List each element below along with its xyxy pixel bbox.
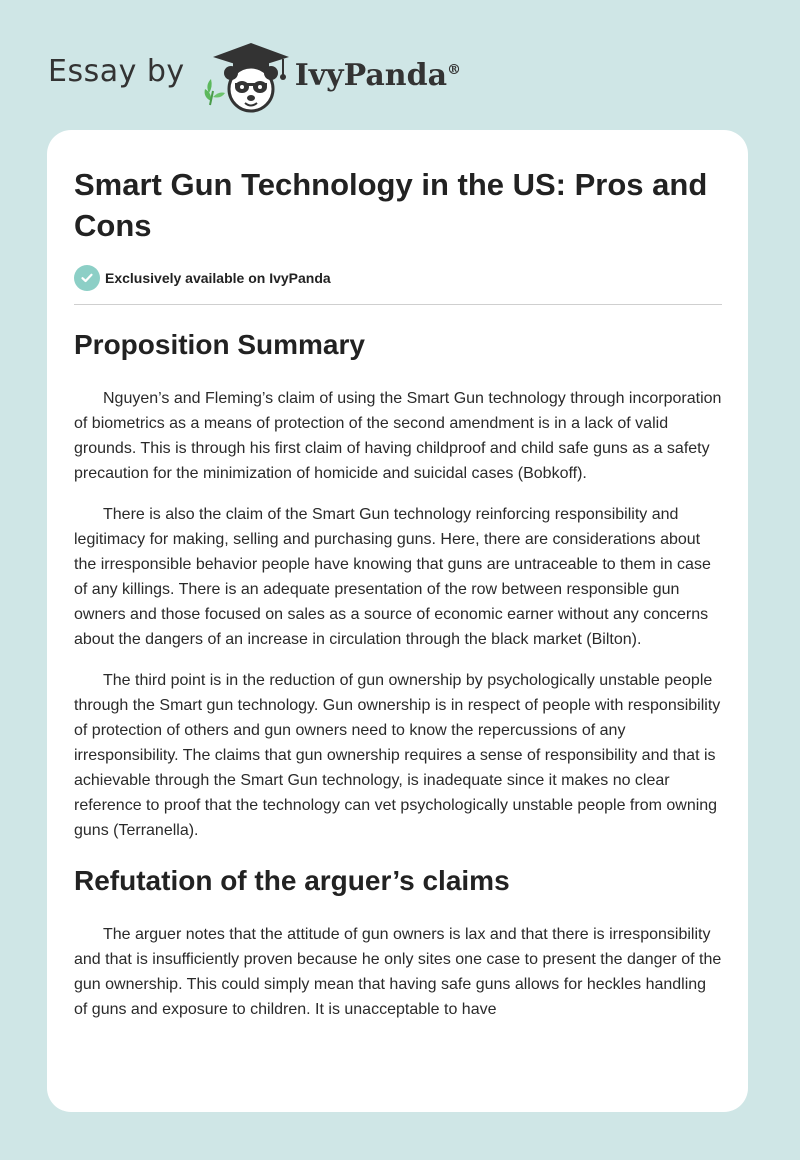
brand-header[interactable] xyxy=(48,34,461,114)
essay-card xyxy=(47,130,748,1112)
registered-mark: ® xyxy=(447,61,462,78)
brand-name: IvyPanda® xyxy=(294,57,462,93)
section-heading: Proposition Summary xyxy=(74,329,365,360)
paragraph: Nguyen’s and Fleming’s claim of using the Smart Gun technology through incorporation of biometrics as a means of protection of the second amendment is in a lack of valid grounds. This is through his first claim of having childproof and child safe guns as a safety precaution for the minimization of homicide and suicidal cases (Bobkoff). xyxy=(74,390,722,482)
exclusive-badge xyxy=(74,265,722,305)
paragraph: The arguer notes that the attitude of gun owners is lax and that there is irresponsibility and that is insufficiently proven because he only sites one case to present the danger of the gun ownership. This could simply mean that having safe guns allows for heckles handling of guns and exposure to children. It is unacceptable to have xyxy=(74,926,722,1018)
paragraph: There is also the claim of the Smart Gun technology reinforcing responsibility and legitimacy for making, selling and purchasing guns. Here, there are considerations about the irresponsible behavior people have knowing that guns are untraceable to them in case of any killings. There is an adequate presentation of the row between responsible gun owners and those focused on sales as a source of economic earner without any concerns about the dangers of an increase in circulation through the black market (Bilton). xyxy=(74,506,711,648)
badge-text: Exclusively available on IvyPanda xyxy=(105,270,331,286)
check-icon xyxy=(74,265,100,291)
brand-prefix: Essay by xyxy=(48,53,185,89)
section-heading: Refutation of the arguer’s claims xyxy=(74,865,510,896)
panda-logo-icon xyxy=(199,35,291,113)
paragraph: The third point is in the reduction of gun ownership by psychologically unstable people through the Smart gun technology. Gun ownership is in respect of people with responsibility of protection of others and gun owners need to know the repercussions of any irresponsibility. The claims that gun ownership requires a sense of responsibility and that is achievable through the Smart Gun technology, is inadequate since it makes no clear reference to proof that the technology can vet psychologically unstable people from owning guns (Terranella). xyxy=(74,672,721,839)
essay-title: Smart Gun Technology in the US: Pros and Cons xyxy=(74,167,708,243)
